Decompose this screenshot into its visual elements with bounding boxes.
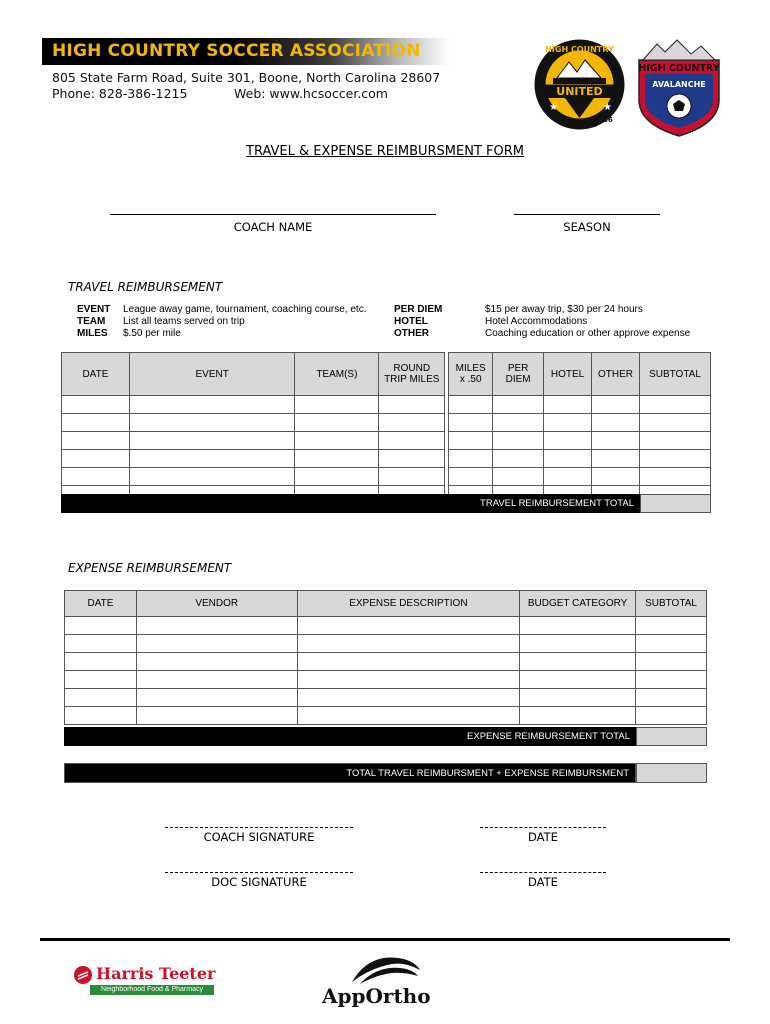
cell[interactable] [592, 414, 640, 432]
col-per-diem-line2: DIEM [505, 374, 531, 385]
cell[interactable] [62, 432, 130, 450]
cell[interactable] [62, 468, 130, 486]
expense-total-label: EXPENSE REIMBURSEMENT TOTAL [64, 727, 636, 746]
expense-total-field[interactable] [636, 727, 707, 746]
cell[interactable] [520, 635, 636, 653]
cell[interactable] [136, 689, 297, 707]
table-row [65, 671, 707, 689]
cell[interactable] [65, 653, 137, 671]
col-miles-line2: x .50 [459, 374, 482, 385]
cell[interactable] [136, 671, 297, 689]
cell[interactable] [639, 450, 710, 468]
col-subtotal: SUBTOTAL [636, 591, 707, 617]
cell[interactable] [297, 617, 520, 635]
travel-total-label: TRAVEL REIMBURSEMENT TOTAL [61, 494, 640, 513]
date-label-2: DATE [528, 875, 558, 889]
harris-teeter-logo [72, 964, 222, 998]
col-round-trip-line1: ROUND [393, 363, 431, 374]
col-date: DATE [62, 353, 130, 396]
season-label: SEASON [563, 220, 611, 234]
table-row [65, 707, 707, 725]
cell[interactable] [295, 432, 379, 450]
cell[interactable] [297, 689, 520, 707]
col-event: EVENT [129, 353, 295, 396]
col-other: OTHER [592, 353, 640, 396]
united-logo-year: 1986 [593, 116, 613, 124]
table-row [65, 617, 707, 635]
cell[interactable] [65, 635, 137, 653]
cell[interactable] [295, 450, 379, 468]
cell[interactable] [136, 617, 297, 635]
cell[interactable] [379, 468, 445, 486]
cell[interactable] [449, 432, 493, 450]
cell[interactable] [544, 468, 592, 486]
table-row [65, 689, 707, 707]
date-line-1[interactable] [480, 827, 606, 828]
season-line[interactable] [514, 214, 660, 215]
org-banner [42, 38, 450, 65]
apportho-swoosh-icon [348, 952, 424, 986]
info-desc: League away game, tournament, coaching course, etc. [123, 304, 367, 315]
info-desc: Coaching education or other approve expense [485, 328, 691, 339]
travel-table [61, 352, 711, 504]
cell[interactable] [544, 414, 592, 432]
info-key: EVENT [77, 304, 111, 315]
cell[interactable] [520, 689, 636, 707]
cell[interactable] [297, 635, 520, 653]
info-desc: $15 per away trip, $30 per 24 hours [485, 304, 643, 315]
col-round-trip-line2: TRIP MILES [384, 374, 440, 385]
cell[interactable] [65, 707, 137, 725]
cell[interactable] [639, 432, 710, 450]
cell[interactable] [295, 396, 379, 414]
info-desc: $.50 per mile [123, 328, 181, 339]
cell[interactable] [129, 414, 295, 432]
apportho-name: AppOrtho [322, 984, 431, 1008]
cell[interactable] [520, 671, 636, 689]
cell[interactable] [129, 432, 295, 450]
united-logo-main-text: UNITED [556, 85, 603, 98]
grand-total-label: TOTAL TRAVEL REIMBURSMENT + EXPENSE REIMBURSMENT [64, 763, 636, 783]
org-web: Web: www.hcsoccer.com [234, 86, 388, 101]
col-subtotal: SUBTOTAL [639, 353, 710, 396]
cell[interactable] [65, 671, 137, 689]
travel-info-left [77, 304, 366, 340]
cell[interactable] [544, 396, 592, 414]
cell[interactable] [520, 617, 636, 635]
cell[interactable] [636, 635, 707, 653]
footer-divider [40, 938, 730, 941]
cell[interactable] [449, 468, 493, 486]
cell[interactable] [136, 653, 297, 671]
cell[interactable] [544, 432, 592, 450]
cell[interactable] [639, 468, 710, 486]
cell[interactable] [449, 414, 493, 432]
harris-teeter-name: Harris Teeter [96, 964, 216, 983]
united-logo [533, 38, 626, 131]
info-key: HOTEL [394, 316, 428, 327]
cell[interactable] [65, 689, 137, 707]
cell[interactable] [636, 617, 707, 635]
coach-name-label: COACH NAME [233, 220, 313, 234]
col-per-diem-line1: PER [507, 363, 529, 374]
cell[interactable] [136, 707, 297, 725]
cell[interactable] [297, 707, 520, 725]
cell[interactable] [136, 635, 297, 653]
cell[interactable] [379, 414, 445, 432]
cell[interactable] [62, 396, 130, 414]
org-address: 805 State Farm Road, Suite 301, Boone, North Carolina 28607 [52, 70, 441, 85]
avalanche-logo-top-text: HIGH COUNTRY [638, 63, 720, 74]
cell[interactable] [493, 432, 544, 450]
info-desc: Hotel Accommodations [485, 316, 588, 327]
doc-signature-line[interactable] [165, 872, 353, 873]
cell[interactable] [592, 450, 640, 468]
info-key: OTHER [394, 328, 429, 339]
info-desc: List all teams served on trip [123, 316, 245, 327]
col-hotel: HOTEL [544, 353, 592, 396]
cell[interactable] [636, 671, 707, 689]
avalanche-logo [635, 38, 723, 138]
cell[interactable] [129, 396, 295, 414]
cell[interactable] [62, 450, 130, 468]
cell[interactable] [62, 414, 130, 432]
cell[interactable] [65, 617, 137, 635]
cell[interactable] [379, 432, 445, 450]
table-row [62, 414, 711, 432]
doc-signature-label: DOC SIGNATURE [211, 875, 307, 889]
cell[interactable] [592, 396, 640, 414]
cell[interactable] [592, 468, 640, 486]
table-row [62, 468, 711, 486]
svg-text:★: ★ [603, 102, 612, 113]
cell[interactable] [297, 671, 520, 689]
date-label-1: DATE [528, 830, 558, 844]
coach-name-line[interactable] [110, 214, 436, 215]
harris-teeter-icon [72, 964, 94, 986]
table-row [62, 432, 711, 450]
svg-text:★: ★ [549, 102, 558, 113]
travel-info-right [394, 304, 690, 340]
cell[interactable] [493, 450, 544, 468]
avalanche-logo-bottom-text: AVALANCHE [652, 80, 706, 89]
org-phone: Phone: 828-386-1215 [52, 86, 188, 101]
cell[interactable] [636, 707, 707, 725]
info-key: TEAM [77, 316, 106, 327]
cell[interactable] [129, 450, 295, 468]
united-logo-top-text: HIGH COUNTRY [545, 45, 614, 54]
col-round-trip [379, 353, 445, 396]
form-title: TRAVEL & EXPENSE REIMBURSMENT FORM [246, 144, 524, 159]
cell[interactable] [493, 396, 544, 414]
cell[interactable] [295, 468, 379, 486]
cell[interactable] [129, 468, 295, 486]
cell[interactable] [636, 653, 707, 671]
org-name: HIGH COUNTRY SOCCER ASSOCIATION [52, 41, 421, 61]
cell[interactable] [493, 414, 544, 432]
cell[interactable] [636, 689, 707, 707]
cell[interactable] [520, 707, 636, 725]
coach-signature-line[interactable] [165, 827, 353, 828]
expense-table [64, 590, 707, 725]
expense-section-title: EXPENSE REIMBURSEMENT [68, 561, 232, 575]
col-teams: TEAM(S) [295, 353, 379, 396]
cell[interactable] [449, 396, 493, 414]
col-budget-category: BUDGET CATEGORY [520, 591, 636, 617]
col-date: DATE [65, 591, 137, 617]
coach-signature-label: COACH SIGNATURE [203, 830, 315, 844]
cell[interactable] [295, 414, 379, 432]
table-row [65, 653, 707, 671]
table-row [62, 396, 711, 414]
cell[interactable] [639, 396, 710, 414]
cell[interactable] [449, 450, 493, 468]
cell[interactable] [544, 450, 592, 468]
grand-total-field[interactable] [636, 763, 707, 783]
cell[interactable] [493, 468, 544, 486]
cell[interactable] [297, 653, 520, 671]
col-per-diem [493, 353, 544, 396]
col-miles-line1: MILES [455, 363, 486, 374]
cell[interactable] [592, 432, 640, 450]
table-row [62, 450, 711, 468]
info-key: PER DIEM [394, 304, 443, 315]
cell[interactable] [520, 653, 636, 671]
cell[interactable] [379, 396, 445, 414]
table-row [65, 635, 707, 653]
travel-section-title: TRAVEL REIMBURSEMENT [68, 280, 223, 294]
cell[interactable] [379, 450, 445, 468]
info-key: MILES [77, 328, 108, 339]
harris-teeter-subtitle: Neighborhood Food & Pharmacy [90, 985, 214, 995]
col-description: EXPENSE DESCRIPTION [297, 591, 520, 617]
travel-total-field[interactable] [640, 494, 711, 513]
col-miles [449, 353, 493, 396]
col-vendor: VENDOR [136, 591, 297, 617]
date-line-2[interactable] [480, 872, 606, 873]
cell[interactable] [639, 414, 710, 432]
